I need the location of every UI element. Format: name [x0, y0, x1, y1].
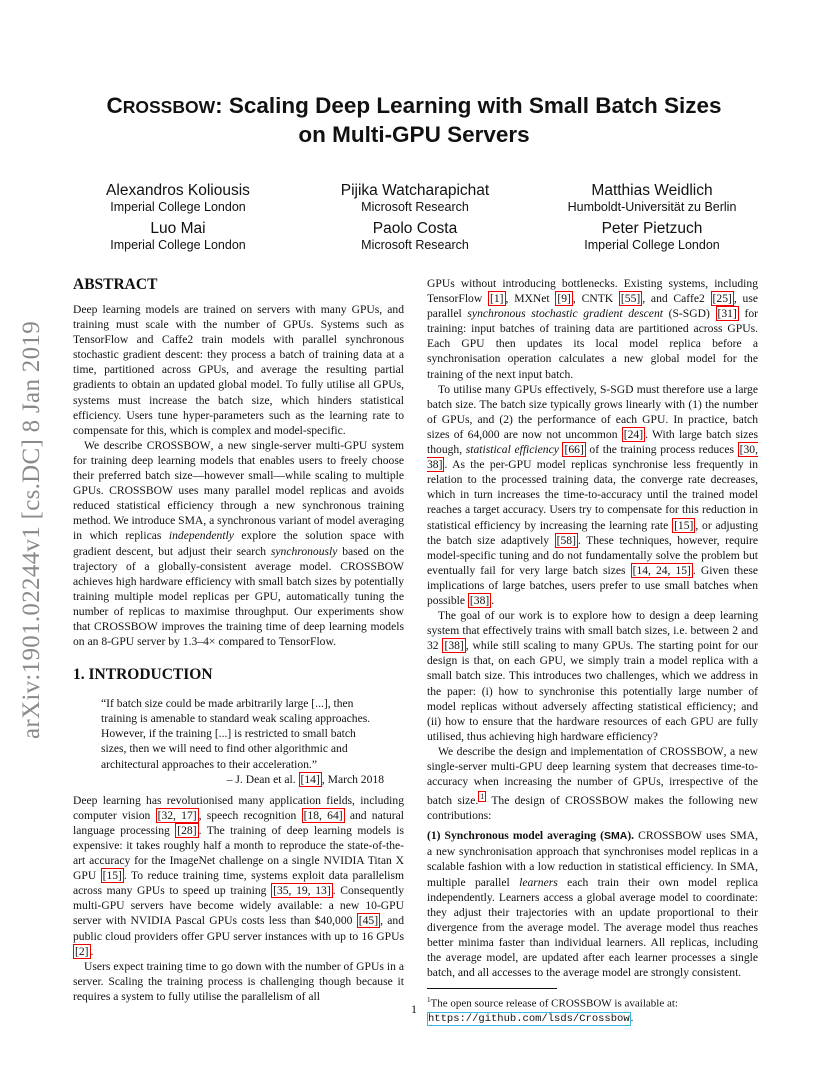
author-name: Paolo Costa: [372, 220, 458, 237]
author-affiliation: Imperial College London: [110, 238, 246, 252]
citation-link[interactable]: [25]: [712, 292, 732, 306]
footnote-divider: [427, 988, 557, 989]
author-affiliation: Imperial College London: [584, 238, 720, 252]
abstract-paragraph-2: We describe CROSSBOW, a new single-server multi-GPU system for training deep learning models that enables users to freely choose their preferred batch size—however small—while scaling to multiple GPUs. CROSSBOW uses many parallel model replicas and avoids reduced statistical efficiency through a new synchronous training method. We introduce SMA, a synchronous variant of model averaging in which replicas independently explore the solution space with gradient descent, but adjust their search synchronously based on the trajectory of a globally-consistent average model. CROSSBOW achieves high hardware efficiency with small batch sizes by potentially training multiple model replicas per GPU, automatically tuning the number of replicas to maximise throughput. Our experiments show that CROSSBOW improves the training time of deep learning models on an 8-GPU server by 1.3–4× compared to TensorFlow.: [73, 438, 404, 649]
right-paragraph-4: We describe the design and implementation of CROSSBOW, a new single-server multi-GPU deep learning system that decreases time-to-accuracy when increasing the number of GPUs, irrespective of the batch size. $^1$ The design of CROSSBOW makes the following new contributions:: [427, 744, 758, 823]
page-number: 1: [411, 1002, 417, 1016]
contribution-1: (1) Synchronous model averaging (SMA). CROSSBOW uses SMA, a new synchronisation approach that synchronises model replicas in a scalable fashion with a low reduction in statistical efficiency. In SMA, multiple parallel learners each train their own model replica independently. Learners access a global average model to coordinate: they adjust their trajectories with an update proportional to their divergence from the average model. The average model thus reaches better minima faster than individual learners. All replicas, including the average model, are updated after each learner processes a single batch, and all accesses to the average model are strongly consistent.: [427, 829, 758, 980]
quote-text: “If batch size could be made arbitrarily large [...], then training is amenable to standard weak scaling approaches. However, if the training [...] is restricted to small batch sizes, then we will need to find other algorithmic and architectural approaches to their acceleration.”: [101, 697, 371, 771]
title-line-1: [60, 92, 768, 121]
citation-link[interactable]: [9]: [557, 292, 571, 306]
quote-attribution: – J. Dean et al. [14] , March 2018: [226, 772, 384, 786]
author: [297, 182, 533, 215]
author-name: Peter Pietzuch: [601, 220, 703, 237]
citation-link[interactable]: [45]: [358, 914, 379, 928]
right-paragraph-3: The goal of our work is to explore how to design a deep learning system that effectively trains with small batch sizes, i.e. between 2 and 32 [38] , while still scaling to many GPUs. The starting point for our design is that, on each GPU, we simply train a model replica with a small batch size. This introduces two challenges, which we address in the paper: (i) how to synchronise this potentially large number of model replicas without adversely affecting statistical efficiency; and (ii) how to ensure that the hardware resources of each GPU are fully utilised, thus achieving high hardware efficiency?: [427, 609, 758, 743]
right-paragraph-1: GPUs without introducing bottlenecks. Existing systems, including TensorFlow [1] , MXNet [9] , CNTK [55] , and Caffe2 [25] , use parallel synchronous stochastic gradient descent (S-SGD) [31] for training: input batches of training data are partitioned across GPUs. Each GPU then updates its local model replica before a synchronisation operation calculates a new global model for the training of the next input batch.: [427, 277, 758, 381]
citation-link[interactable]: [2]: [75, 944, 89, 958]
abstract-paragraph-1: Deep learning models are trained on servers with many GPUs, and training must scale with the number of GPUs. Systems such as TensorFlow and Caffe2 train models with parallel synchronous stochastic gradient descent: they process a batch of training data at a time, partitioned across GPUs, and average the resulting partial gradients to obtain an updated global model. To fully utilise all GPUs, systems must increase the batch size, which hinders statistical efficiency. Users tune hyper-parameters such as the learning rate to compensate for this, which is complex and model-specific.: [73, 303, 404, 437]
repository-url-link[interactable]: https://github.com/lsds/Crossbow: [428, 1012, 630, 1025]
abstract-heading: ABSTRACT: [73, 276, 158, 293]
citation-link[interactable]: [14]: [300, 772, 320, 786]
citation-link[interactable]: [55]: [620, 292, 641, 306]
author-name: Matthias Weidlich: [591, 182, 713, 199]
citation-link[interactable]: [15]: [102, 869, 122, 883]
author-affiliation: Microsoft Research: [361, 200, 469, 214]
author-affiliation: Microsoft Research: [361, 238, 469, 252]
citation-link[interactable]: [18, 64]: [303, 808, 343, 822]
footnote: $^1$The open source release of CROSSBOW is available at: https://github.com/lsds/Crossbow.: [427, 996, 678, 1025]
author: [534, 182, 770, 215]
citation-link[interactable]: [35, 19, 13]: [273, 884, 331, 898]
author-affiliation: Imperial College London: [110, 200, 246, 214]
title-system-initial: C: [106, 93, 123, 118]
arxiv-id: arXiv:1901.02244v1 [cs.DC] 8 Jan 2019: [18, 321, 45, 739]
citation-link[interactable]: [66]: [564, 443, 584, 457]
author-row-2: [60, 220, 770, 253]
author-name: Pijika Watcharapichat: [340, 182, 490, 199]
citation-link[interactable]: [38]: [444, 639, 464, 653]
intro-paragraph-1: Deep learning has revolutionised many application fields, including computer vision [32, 17] , speech recognition [18, 64] and natural language processing [28] . The training of deep learning models is expensive: it takes roughly half a month to reproduce the state-of-the-art accuracy for the ImageNet challenge on a single NVIDIA Titan X GPU [15] . To reduce training time, systems exploit data parallelism across many GPUs to speed up training [35, 19, 13] . Consequently multi-GPU servers have become widely available: a new 10-GPU server with NVIDIA Pascal GPUs costs less than $40,000 [45] , and public cloud providers offer GPU server instances with up to 16 GPUs [2] .: [73, 793, 405, 958]
epigraph-quote: [73, 696, 404, 787]
citation-link[interactable]: [28]: [177, 823, 197, 837]
arxiv-stamp: [14, 300, 50, 760]
title-line-2: on Multi-GPU Servers: [298, 122, 530, 147]
author: [60, 182, 296, 215]
author: [60, 220, 296, 253]
author-name: Alexandros Koliousis: [106, 182, 250, 199]
author-affiliation: Humboldt-Universität zu Berlin: [567, 200, 737, 214]
left-column: [73, 276, 404, 1004]
author: [534, 220, 770, 253]
author-row-1: [60, 182, 770, 215]
right-paragraph-2: To utilise many GPUs effectively, S-SGD must therefore use a large batch size. The batch size typically grows linearly with (1) the number of GPUs, and (2) the performance of each GPU. In practice, batch sizes of 64,000 are now not uncommon [24] . With large batch sizes though, statistical efficiency [66] of the training process reduces [30, 38] . As the per-GPU model replicas synchronise less frequently in relation to the processed training data, the converge rate decreases, which in turn increases the time-to-accuracy until the trained model reaches a target accuracy. Users try to compensate for this reduction in statistical efficiency by increasing the learning rate [15] , or adjusting the batch size adaptively [58] . These techniques, however, require model-specific tuning and do not fundamentally solve the problem but eventually fail for very large batch sizes [14, 24, 15] . Given these implications of large batches, users prefer to use small batches when possible [38] .: [427, 382, 759, 607]
author-name: Luo Mai: [150, 220, 206, 237]
citation-link[interactable]: [15]: [674, 518, 694, 532]
citation-link[interactable]: [38]: [469, 593, 490, 607]
paper-title: [60, 92, 768, 148]
author: [297, 220, 533, 253]
citation-link[interactable]: [58]: [556, 533, 576, 547]
right-column: [427, 276, 758, 1026]
introduction-heading: 1. INTRODUCTION: [73, 666, 213, 684]
title-system-smallcaps: ROSSBOW: [122, 97, 216, 117]
citation-link[interactable]: [31]: [717, 307, 737, 321]
footnote-number: 1: [427, 996, 431, 1005]
citation-link[interactable]: [14, 24, 15]: [632, 563, 691, 577]
citation-link[interactable]: [32, 17]: [157, 808, 197, 822]
citation-link[interactable]: [30, 38]: [427, 443, 758, 472]
title-line-1-rest: : Scaling Deep Learning with Small Batch Sizes: [215, 93, 722, 118]
citation-link[interactable]: [24]: [623, 427, 644, 441]
footnote-marker[interactable]: 1: [480, 792, 485, 802]
citation-link[interactable]: [1]: [490, 292, 504, 306]
intro-paragraph-2: Users expect training time to go down with the number of GPUs in a server. Scaling the training process is challenging though because it requires a system to fully utilise the parallelism of all: [73, 959, 404, 1003]
